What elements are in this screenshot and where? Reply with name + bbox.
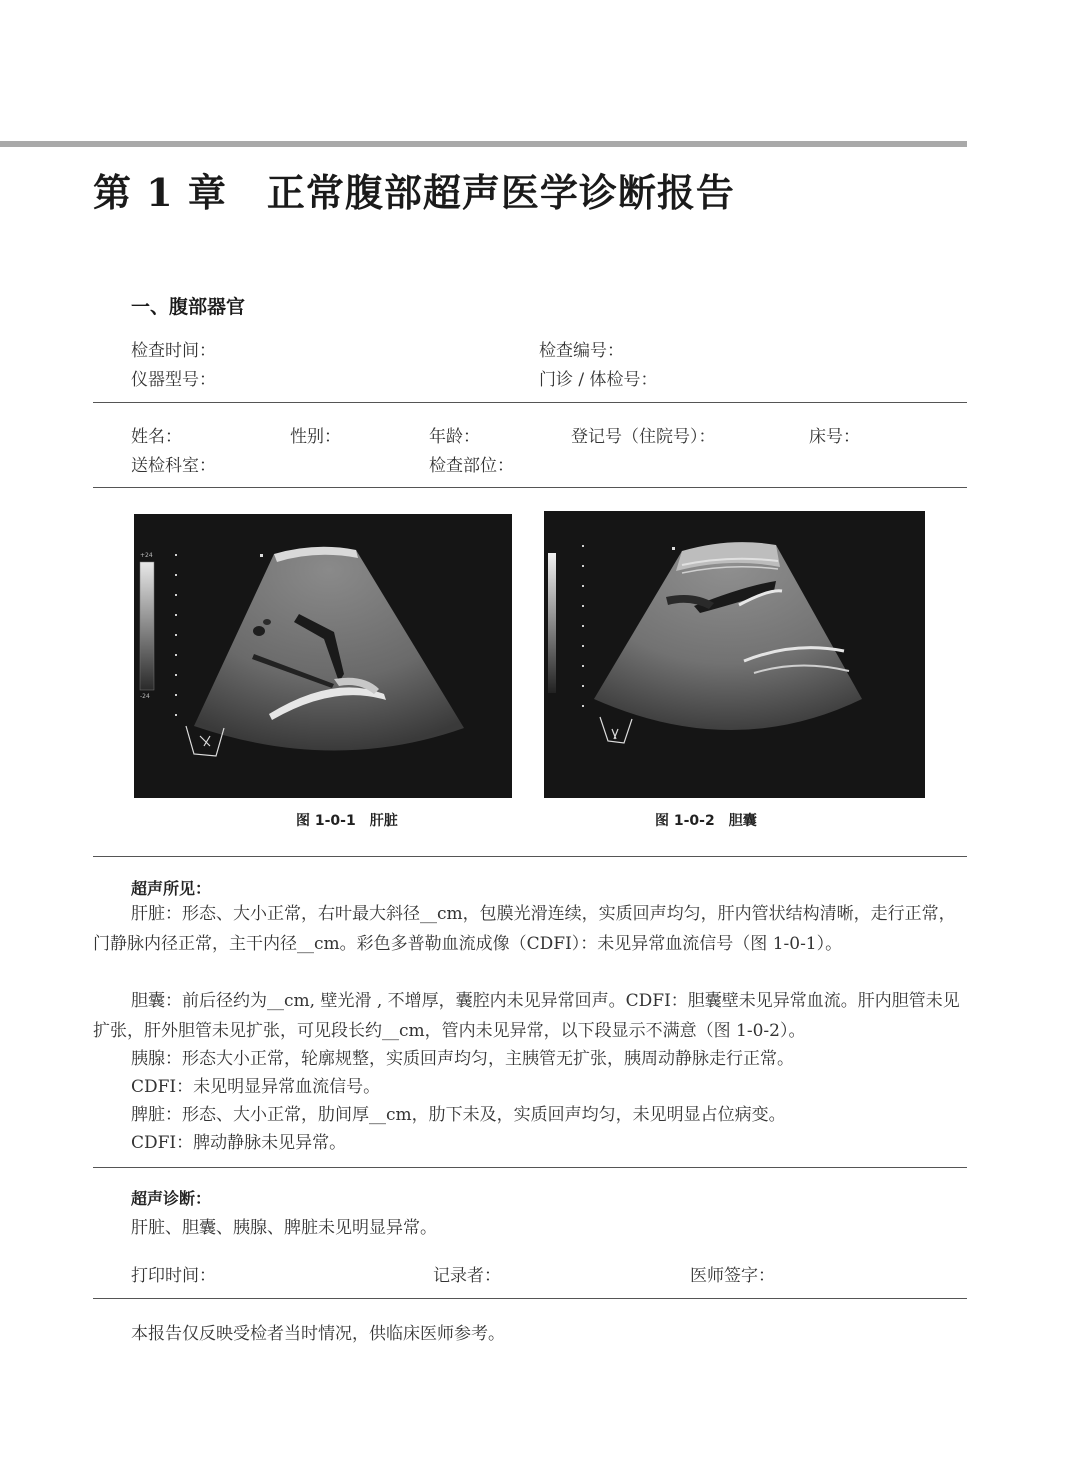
figure-caption-liver — [296, 810, 398, 830]
divider — [93, 1167, 967, 1168]
figure-number: 图 1-0-2 — [655, 813, 715, 829]
patient-age-label: 年龄： — [429, 427, 480, 447]
recorder-label: 记录者： — [433, 1266, 501, 1286]
gain-minus-label: -24 — [140, 693, 150, 700]
spleen-findings: 脾脏：形态、大小正常，肋间厚__cm，肋下未及，实质回声均匀，未见明显占位病变。 — [131, 1105, 786, 1125]
gallbladder-ultrasound-graphic — [544, 511, 925, 798]
liver-findings: 肝脏：形态、大小正常，右叶最大斜径__cm，包膜光滑连续，实质回声均匀，肝内管状结构清晰，走行正常，门静脉内径正常，主干内径__cm。彩色多普勒血流成像（CDFI）：未见异常血流信号（图 1-0-1）。 — [93, 904, 956, 954]
gain-plus-label: +24 — [140, 552, 153, 559]
figure-title: 肝脏 — [369, 813, 398, 829]
liver-ultrasound-graphic — [134, 514, 512, 798]
findings-heading: 超声所见： — [131, 879, 212, 898]
divider — [93, 856, 967, 857]
chapter-name: 正常腹部超声医学诊断报告 — [266, 170, 735, 215]
patient-sex-label: 性别： — [290, 427, 341, 447]
section-title: 一、腹部器官 — [131, 296, 246, 318]
exam-site-label: 检查部位： — [429, 456, 514, 476]
registration-number-label: 登记号（住院号）： — [571, 427, 716, 447]
exam-number-label: 检查编号： — [539, 341, 624, 361]
gallbladder-ultrasound-image — [544, 511, 925, 798]
patient-name-label: 姓名： — [131, 427, 182, 447]
liver-ultrasound-image — [134, 514, 512, 798]
figure-title: 胆囊 — [728, 813, 757, 829]
divider — [93, 1298, 967, 1299]
exam-time-label: 检查时间： — [131, 341, 216, 361]
outpatient-number-label: 门诊 / 体检号： — [539, 370, 658, 390]
instrument-model-label: 仪器型号： — [131, 370, 216, 390]
footer-note: 本报告仅反映受检者当时情况，供临床医师参考。 — [131, 1324, 505, 1344]
chapter-number: 第 1 章 — [93, 170, 227, 215]
figure-caption-gallbladder — [655, 810, 757, 830]
divider — [93, 402, 967, 403]
print-time-label: 打印时间： — [131, 1266, 216, 1286]
divider — [93, 487, 967, 488]
gallbladder-findings: 胆囊：前后径约为__cm, 壁光滑 , 不增厚，囊腔内未见异常回声。CDFI：胆囊壁未见异常血流。肝内胆管未见扩张，肝外胆管未见扩张，可见段长约__cm，管内未见异常，以下段显示不满意（图 1-0-2）。 — [93, 991, 960, 1041]
pancreas-findings: 胰腺：形态大小正常，轮廓规整，实质回声均匀，主胰管无扩张，胰周动静脉走行正常。 — [131, 1049, 794, 1069]
diagnosis-heading: 超声诊断： — [131, 1189, 212, 1208]
bed-number-label: 床号： — [809, 427, 860, 447]
spleen-cdfi-findings: CDFI：脾动静脉未见异常。 — [131, 1133, 347, 1153]
diagnosis-text: 肝脏、胆囊、胰腺、脾脏未见明显异常。 — [131, 1218, 437, 1238]
pancreas-cdfi-findings: CDFI：未见明显异常血流信号。 — [131, 1077, 381, 1097]
chapter-title — [93, 162, 735, 217]
top-rule — [0, 141, 967, 147]
doctor-signature-label: 医师签字： — [690, 1266, 775, 1286]
figure-number: 图 1-0-1 — [296, 813, 356, 829]
department-label: 送检科室： — [131, 456, 216, 476]
